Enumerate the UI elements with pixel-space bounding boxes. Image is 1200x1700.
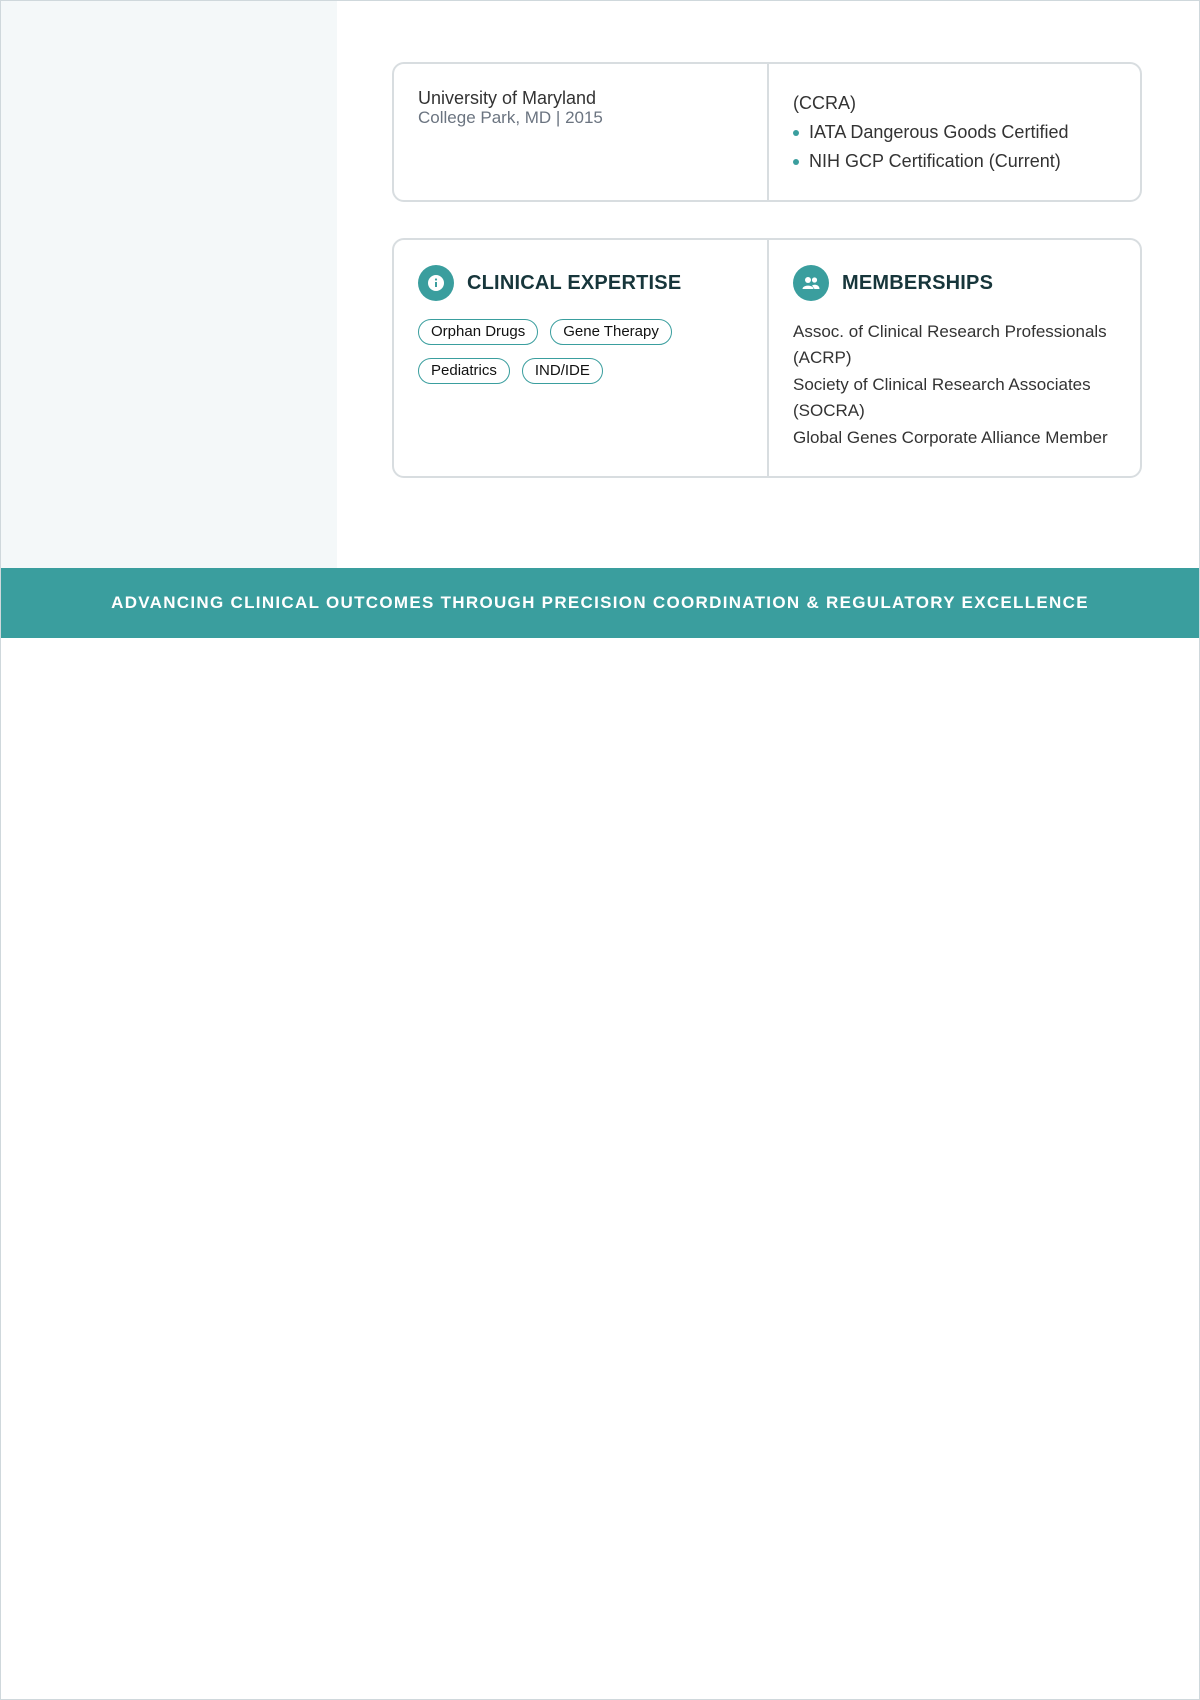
certification-label: NIH GCP Certification (Current) (809, 151, 1061, 171)
expertise-tags (418, 319, 718, 397)
expertise-memberships-card (392, 238, 1142, 478)
membership-list (793, 319, 1116, 451)
memberships-header (793, 265, 1116, 301)
memberships-column (769, 240, 1140, 476)
bullet-icon (793, 130, 799, 136)
certification-continued-line: (CCRA) (793, 93, 856, 113)
certification-label: IATA Dangerous Goods Certified (809, 122, 1069, 142)
education-location-year: College Park, MD | 2015 (418, 108, 603, 127)
memberships-title: MEMBERSHIPS (842, 271, 994, 294)
tagline-text: ADVANCING CLINICAL OUTCOMES THROUGH PRECISION COORDINATION & REGULATORY EXCELLENCE (111, 593, 1089, 612)
expertise-tag: Pediatrics (418, 358, 510, 384)
membership-item: Global Genes Corporate Alliance Member (793, 428, 1108, 447)
bullet-icon (793, 159, 799, 165)
expertise-tag: Orphan Drugs (418, 319, 538, 345)
clinical-expertise-header (418, 265, 743, 301)
certifications-column (769, 64, 1140, 200)
expertise-tag: IND/IDE (522, 358, 603, 384)
tagline-banner (1, 568, 1199, 638)
info-icon (418, 265, 454, 301)
certification-item (793, 121, 1116, 143)
education-school: University of Maryland (418, 88, 597, 108)
sidebar-panel (1, 1, 337, 568)
education-column (394, 64, 769, 200)
clinical-expertise-title: CLINICAL EXPERTISE (467, 271, 682, 294)
education-certifications-card (392, 62, 1142, 202)
membership-item: Society of Clinical Research Associates (SOCRA) (793, 375, 1091, 420)
membership-item: Assoc. of Clinical Research Professionals (ACRP) (793, 322, 1107, 367)
clinical-expertise-column (394, 240, 769, 476)
certification-item (793, 150, 1116, 172)
expertise-tag: Gene Therapy (550, 319, 672, 345)
users-icon (793, 265, 829, 301)
certification-list (793, 121, 1116, 172)
